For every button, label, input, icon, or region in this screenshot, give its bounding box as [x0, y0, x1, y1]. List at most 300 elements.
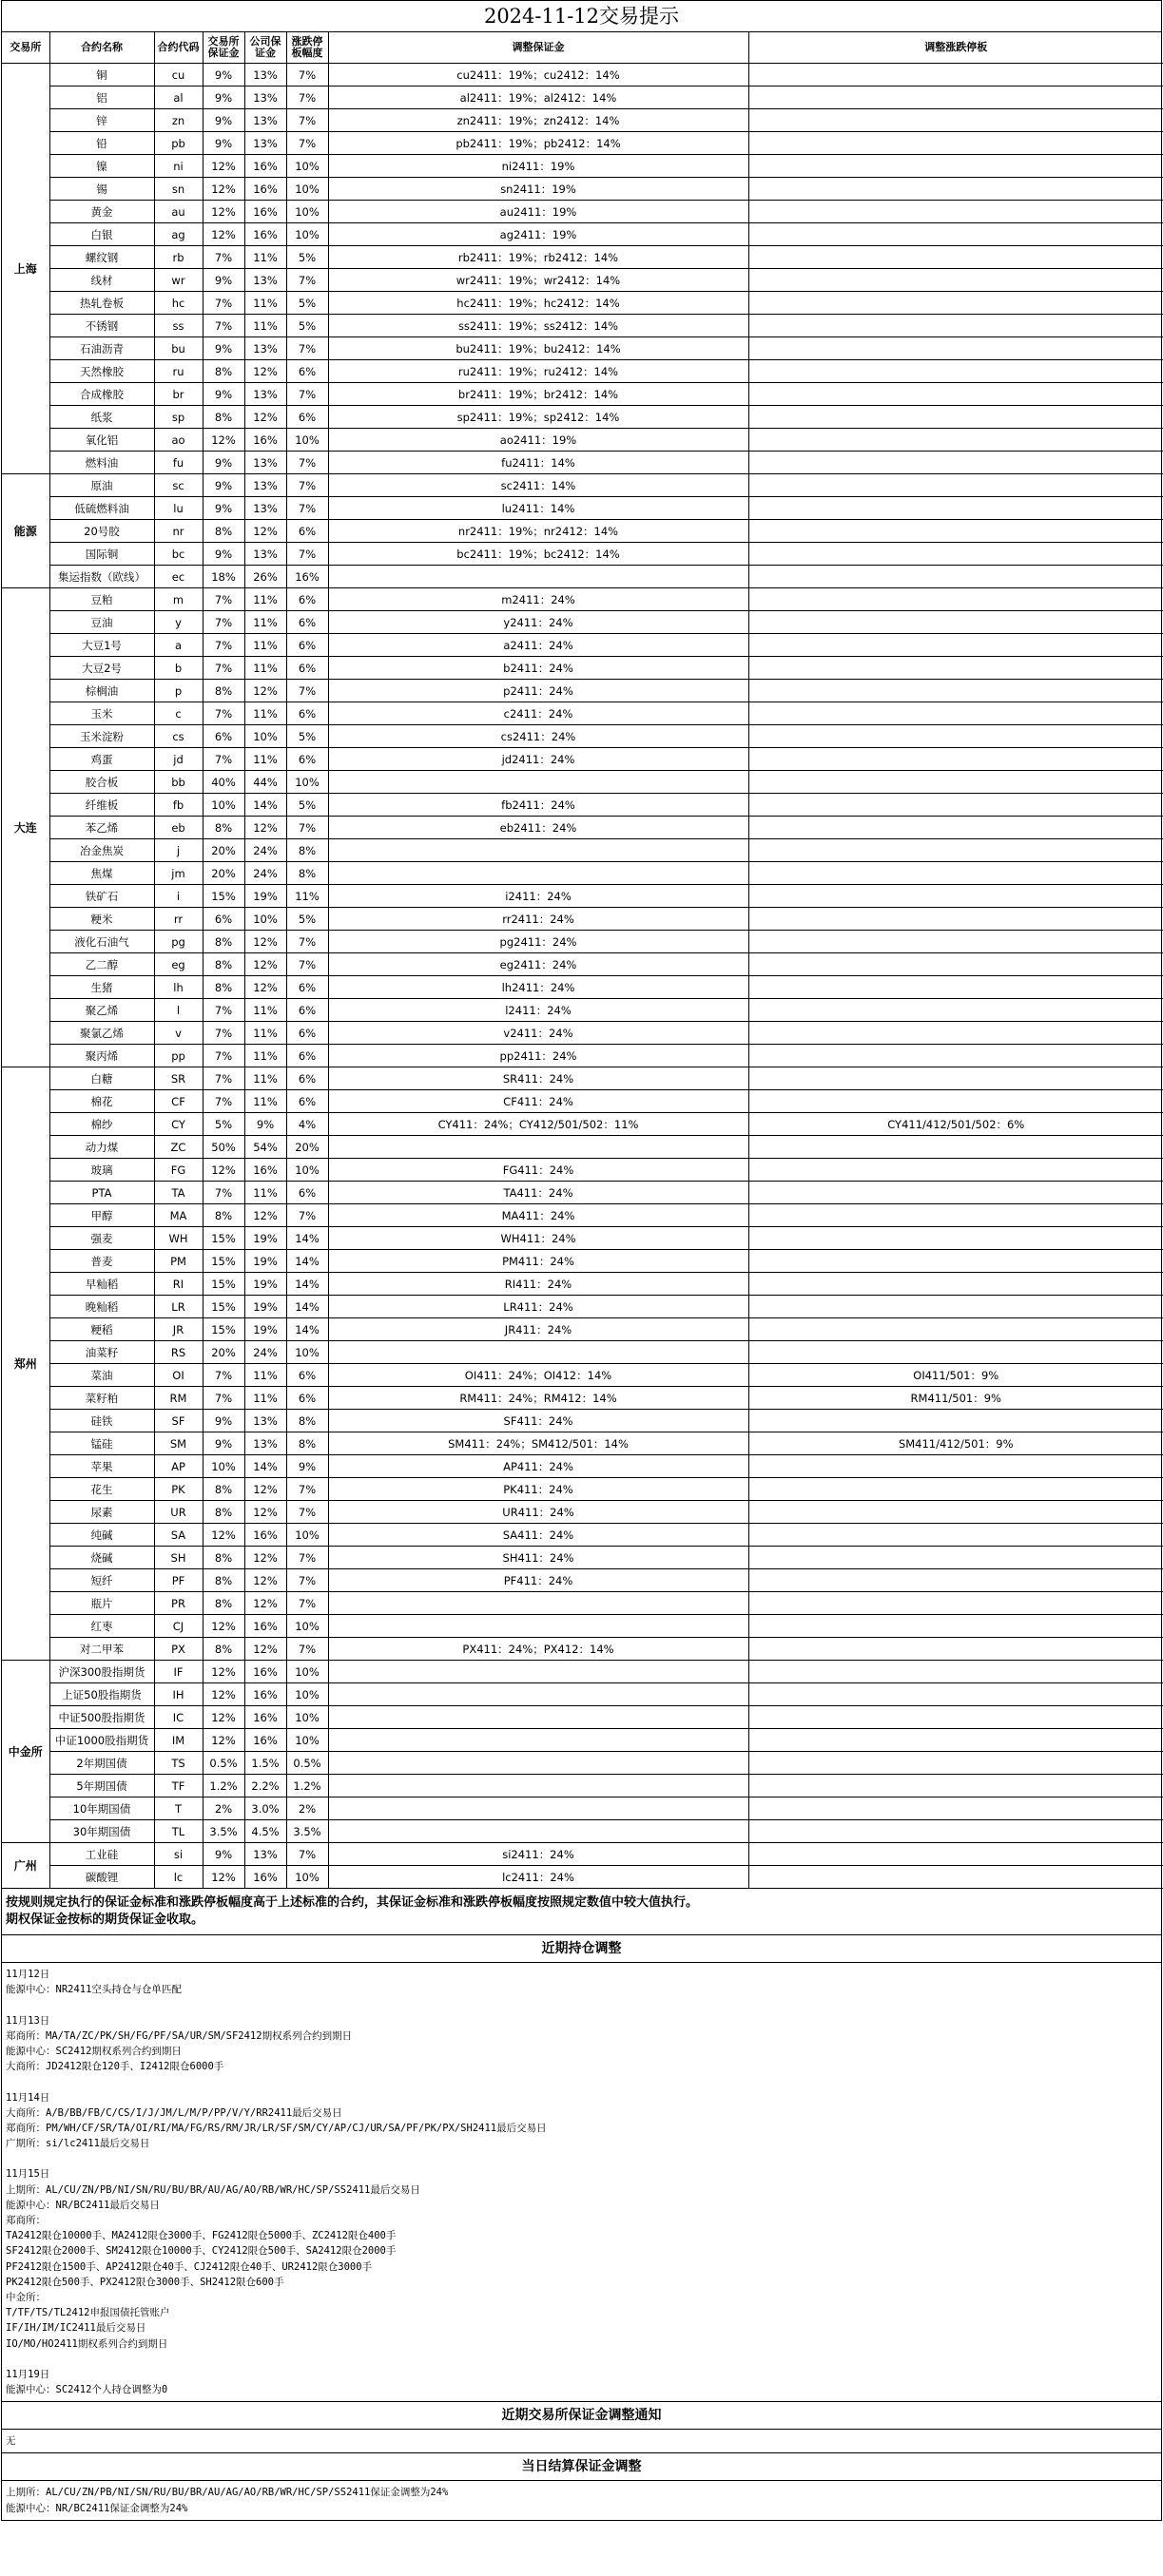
adjusted-limit-cell: [748, 383, 1163, 406]
adjusted-margin-cell: [328, 1775, 748, 1797]
contract-code-cell: IF: [154, 1661, 203, 1683]
exchange-margin-cell: 20%: [203, 839, 244, 862]
position-line: 郑商所：: [6, 2215, 46, 2226]
exchange-margin-cell: 9%: [203, 452, 244, 474]
adjusted-limit-cell: [748, 634, 1163, 657]
company-margin-cell: 12%: [244, 1547, 286, 1569]
limit-cell: 8%: [286, 1432, 328, 1455]
position-line: 能源中心：SC2412个人持仓调整为0: [6, 2384, 168, 2396]
contract-code-cell: lc: [154, 1866, 203, 1889]
contract-code-cell: T: [154, 1797, 203, 1820]
company-margin-cell: 11%: [244, 1387, 286, 1410]
adjusted-limit-cell: [748, 1843, 1163, 1866]
adjusted-limit-cell: [748, 1273, 1163, 1296]
position-line: T/TF/TS/TL2412申报国债托管账户: [6, 2307, 170, 2319]
adjusted-limit-cell: [748, 497, 1163, 520]
company-margin-cell: 13%: [244, 87, 286, 109]
exchange-margin-cell: 12%: [203, 1866, 244, 1889]
exchange-margin-cell: 8%: [203, 1592, 244, 1615]
company-margin-cell: 24%: [244, 839, 286, 862]
contract-code-cell: fb: [154, 794, 203, 817]
company-margin-cell: 24%: [244, 1341, 286, 1364]
table-row: [2, 1683, 1163, 1706]
limit-cell: 5%: [286, 908, 328, 931]
contract-name-cell: 上证50股指期货: [49, 1683, 154, 1706]
contract-code-cell: ZC: [154, 1136, 203, 1159]
table-row: [2, 1159, 1163, 1182]
position-line: 广期所：si/lc2411最后交易日: [6, 2138, 150, 2150]
table-row: [2, 132, 1163, 155]
position-line: [6, 1997, 1157, 2012]
contract-code-cell: SR: [154, 1067, 203, 1090]
company-margin-cell: 12%: [244, 931, 286, 953]
table-row: [2, 1775, 1163, 1797]
contract-code-cell: PM: [154, 1250, 203, 1273]
contract-name-cell: 玉米: [49, 702, 154, 725]
company-margin-cell: 12%: [244, 1478, 286, 1501]
company-margin-cell: 54%: [244, 1136, 286, 1159]
limit-cell: 7%: [286, 1547, 328, 1569]
table-row: [2, 109, 1163, 132]
adjusted-margin-cell: eb2411：24%: [328, 817, 748, 839]
exchange-margin-cell: 9%: [203, 109, 244, 132]
adjusted-limit-cell: [748, 1022, 1163, 1045]
adjusted-limit-cell: [748, 1136, 1163, 1159]
exchange-margin-cell: 12%: [203, 429, 244, 452]
page-title: 2024-11-12交易提示: [2, 1, 1161, 32]
company-margin-cell: 10%: [244, 908, 286, 931]
contract-name-cell: PTA: [49, 1182, 154, 1204]
header-cell: 涨跌停板幅度: [286, 32, 328, 64]
company-margin-cell: 16%: [244, 1661, 286, 1683]
contract-name-cell: 焦煤: [49, 862, 154, 885]
exchange-margin-cell: 15%: [203, 1318, 244, 1341]
table-row: [2, 1797, 1163, 1820]
adjusted-limit-cell: [748, 1661, 1163, 1683]
contract-code-cell: PK: [154, 1478, 203, 1501]
table-row: [2, 657, 1163, 680]
limit-cell: 6%: [286, 634, 328, 657]
contract-name-cell: 聚乙烯: [49, 999, 154, 1022]
position-line: 11月19日: [6, 2368, 50, 2380]
table-row: [2, 1592, 1163, 1615]
exchange-cell: 郑州: [2, 1067, 49, 1661]
table-row: [2, 383, 1163, 406]
contract-code-cell: jm: [154, 862, 203, 885]
adjusted-limit-cell: [748, 1729, 1163, 1752]
adjusted-limit-cell: [748, 520, 1163, 543]
limit-cell: 7%: [286, 452, 328, 474]
exchange-margin-cell: 9%: [203, 1410, 244, 1432]
limit-cell: 7%: [286, 817, 328, 839]
table-row: [2, 1820, 1163, 1843]
adjusted-limit-cell: [748, 1296, 1163, 1318]
adjusted-margin-cell: [328, 1706, 748, 1729]
table-row: [2, 406, 1163, 429]
contract-code-cell: p: [154, 680, 203, 702]
table-row: [2, 269, 1163, 292]
company-margin-cell: 13%: [244, 132, 286, 155]
limit-cell: 7%: [286, 474, 328, 497]
exchange-margin-cell: 20%: [203, 862, 244, 885]
company-margin-cell: 13%: [244, 1410, 286, 1432]
contract-code-cell: eb: [154, 817, 203, 839]
company-margin-cell: 13%: [244, 64, 286, 87]
adjusted-limit-cell: [748, 953, 1163, 976]
company-margin-cell: 16%: [244, 201, 286, 223]
limit-cell: 7%: [286, 1843, 328, 1866]
adjusted-margin-cell: [328, 1729, 748, 1752]
adjusted-limit-cell: [748, 360, 1163, 383]
adjusted-limit-cell: [748, 1592, 1163, 1615]
contract-name-cell: 粳米: [49, 908, 154, 931]
exchange-margin-cell: 8%: [203, 953, 244, 976]
contract-name-cell: 铅: [49, 132, 154, 155]
adjusted-limit-cell: [748, 1318, 1163, 1341]
table-row: [2, 976, 1163, 999]
table-row: [2, 1250, 1163, 1273]
adjusted-limit-cell: [748, 337, 1163, 360]
company-margin-cell: 19%: [244, 1273, 286, 1296]
adjusted-margin-cell: au2411：19%: [328, 201, 748, 223]
adjusted-limit-cell: [748, 748, 1163, 771]
company-margin-cell: 14%: [244, 1455, 286, 1478]
contract-code-cell: cu: [154, 64, 203, 87]
adjusted-limit-cell: [748, 680, 1163, 702]
limit-cell: 6%: [286, 588, 328, 611]
adjusted-margin-cell: LR411：24%: [328, 1296, 748, 1318]
exchange-margin-cell: 7%: [203, 246, 244, 269]
limit-cell: 11%: [286, 885, 328, 908]
adjusted-limit-cell: [748, 1638, 1163, 1661]
adjusted-limit-cell: [748, 725, 1163, 748]
adjusted-margin-cell: br2411：19%；br2412：14%: [328, 383, 748, 406]
contract-name-cell: 碳酸锂: [49, 1866, 154, 1889]
exchange-margin-cell: 9%: [203, 543, 244, 566]
contract-name-cell: 锡: [49, 178, 154, 201]
contract-code-cell: b: [154, 657, 203, 680]
exchange-margin-cell: 2%: [203, 1797, 244, 1820]
contract-code-cell: jd: [154, 748, 203, 771]
table-row: [2, 1455, 1163, 1478]
limit-cell: 3.5%: [286, 1820, 328, 1843]
position-line: IF/IH/IM/IC2411最后交易日: [6, 2322, 146, 2335]
contract-name-cell: 玉米淀粉: [49, 725, 154, 748]
rule-note: [2, 1889, 1161, 1935]
contract-code-cell: sc: [154, 474, 203, 497]
limit-cell: 10%: [286, 1524, 328, 1547]
adjusted-margin-cell: [328, 1592, 748, 1615]
limit-cell: 6%: [286, 702, 328, 725]
adjusted-limit-cell: [748, 1569, 1163, 1592]
limit-cell: 7%: [286, 269, 328, 292]
contract-code-cell: TF: [154, 1775, 203, 1797]
exchange-margin-cell: 12%: [203, 1683, 244, 1706]
contract-code-cell: eg: [154, 953, 203, 976]
contract-code-cell: hc: [154, 292, 203, 315]
limit-cell: 6%: [286, 360, 328, 383]
contract-name-cell: 纤维板: [49, 794, 154, 817]
company-margin-cell: 12%: [244, 1569, 286, 1592]
company-margin-cell: 12%: [244, 1638, 286, 1661]
table-row: [2, 588, 1163, 611]
contract-name-cell: 石油沥青: [49, 337, 154, 360]
contract-name-cell: 大豆2号: [49, 657, 154, 680]
table-row: [2, 1318, 1163, 1341]
table-row: [2, 497, 1163, 520]
adjusted-margin-cell: ni2411：19%: [328, 155, 748, 178]
adjusted-margin-cell: CY411：24%；CY412/501/502：11%: [328, 1113, 748, 1136]
table-row: [2, 1045, 1163, 1067]
adjusted-limit-cell: [748, 178, 1163, 201]
adjusted-limit-cell: [748, 1159, 1163, 1182]
limit-cell: 7%: [286, 497, 328, 520]
contract-name-cell: 铝: [49, 87, 154, 109]
contract-code-cell: SH: [154, 1547, 203, 1569]
limit-cell: 7%: [286, 1501, 328, 1524]
adjusted-margin-cell: l2411：24%: [328, 999, 748, 1022]
exchange-margin-cell: 50%: [203, 1136, 244, 1159]
position-section-body: [2, 1963, 1161, 2402]
adjusted-limit-cell: [748, 1820, 1163, 1843]
position-line: 郑商所：PM/WH/CF/SR/TA/OI/RI/MA/FG/RS/RM/JR/LR/SF/SM/CY/AP/CJ/UR/SA/PF/PK/PX/SH2411最后交易日: [6, 2122, 547, 2134]
company-margin-cell: 16%: [244, 429, 286, 452]
header-cell: 交易所: [2, 32, 49, 64]
company-margin-cell: 26%: [244, 566, 286, 588]
company-margin-cell: 11%: [244, 292, 286, 315]
company-margin-cell: 44%: [244, 771, 286, 794]
exchange-margin-cell: 9%: [203, 1843, 244, 1866]
company-margin-cell: 13%: [244, 269, 286, 292]
limit-cell: 10%: [286, 1706, 328, 1729]
table-row: [2, 725, 1163, 748]
contract-code-cell: PX: [154, 1638, 203, 1661]
table-row: [2, 1090, 1163, 1113]
adjusted-limit-cell: [748, 543, 1163, 566]
exchange-margin-cell: 8%: [203, 1501, 244, 1524]
margin-notice-body: [2, 2430, 1161, 2453]
contract-code-cell: RI: [154, 1273, 203, 1296]
exchange-margin-cell: 12%: [203, 223, 244, 246]
limit-cell: 5%: [286, 794, 328, 817]
table-row: [2, 246, 1163, 269]
company-margin-cell: 19%: [244, 1318, 286, 1341]
limit-cell: 10%: [286, 771, 328, 794]
adjusted-margin-cell: [328, 1797, 748, 1820]
contract-name-cell: 合成橡胶: [49, 383, 154, 406]
company-margin-cell: 12%: [244, 1592, 286, 1615]
position-line: SF2412限仓2000手、SM2412限仓10000手、CY2412限仓500手、SA2412限仓2000手: [6, 2245, 397, 2258]
table-row: [2, 1866, 1163, 1889]
contract-code-cell: CF: [154, 1090, 203, 1113]
adjusted-margin-cell: [328, 1752, 748, 1775]
company-margin-cell: 2.2%: [244, 1775, 286, 1797]
adjusted-margin-cell: OI411：24%；OI412：14%: [328, 1364, 748, 1387]
contract-name-cell: 尿素: [49, 1501, 154, 1524]
exchange-margin-cell: 7%: [203, 292, 244, 315]
table-row: [2, 611, 1163, 634]
contract-code-cell: au: [154, 201, 203, 223]
adjusted-margin-cell: cs2411：24%: [328, 725, 748, 748]
limit-cell: 16%: [286, 566, 328, 588]
exchange-margin-cell: 10%: [203, 794, 244, 817]
table-row: [2, 1615, 1163, 1638]
adjusted-margin-cell: sn2411：19%: [328, 178, 748, 201]
limit-cell: 9%: [286, 1455, 328, 1478]
limit-cell: 10%: [286, 1683, 328, 1706]
contract-name-cell: 镍: [49, 155, 154, 178]
position-line: PF2412限仓1500手、AP2412限仓40手、CJ2412限仓40手、UR2412限仓3000手: [6, 2260, 373, 2273]
adjusted-margin-cell: eg2411：24%: [328, 953, 748, 976]
adjusted-margin-cell: [328, 1683, 748, 1706]
limit-cell: 6%: [286, 1090, 328, 1113]
exchange-margin-cell: 12%: [203, 1524, 244, 1547]
contract-name-cell: 白银: [49, 223, 154, 246]
exchange-margin-cell: 15%: [203, 1273, 244, 1296]
adjusted-margin-cell: [328, 566, 748, 588]
adjusted-limit-cell: [748, 657, 1163, 680]
contract-name-cell: 低硫燃料油: [49, 497, 154, 520]
adjusted-margin-cell: PX411：24%；PX412：14%: [328, 1638, 748, 1661]
contract-code-cell: pb: [154, 132, 203, 155]
exchange-margin-cell: 8%: [203, 1638, 244, 1661]
limit-cell: 6%: [286, 999, 328, 1022]
limit-cell: 6%: [286, 1182, 328, 1204]
limit-cell: 7%: [286, 87, 328, 109]
position-line: 11月14日: [6, 2091, 50, 2104]
adjusted-margin-cell: sp2411：19%；sp2412：14%: [328, 406, 748, 429]
adjusted-margin-cell: [328, 1661, 748, 1683]
adjusted-margin-cell: ag2411：19%: [328, 223, 748, 246]
adjusted-limit-cell: [748, 1182, 1163, 1204]
contract-name-cell: 粳稻: [49, 1318, 154, 1341]
contract-code-cell: SA: [154, 1524, 203, 1547]
adjusted-limit-cell: [748, 1866, 1163, 1889]
limit-cell: 7%: [286, 1638, 328, 1661]
contract-name-cell: 黄金: [49, 201, 154, 223]
contract-code-cell: PR: [154, 1592, 203, 1615]
limit-cell: 10%: [286, 178, 328, 201]
limit-cell: 8%: [286, 862, 328, 885]
table-row: [2, 566, 1163, 588]
adjusted-limit-cell: [748, 1204, 1163, 1227]
contract-code-cell: lh: [154, 976, 203, 999]
adjusted-margin-cell: RM411：24%；RM412：14%: [328, 1387, 748, 1410]
table-row: [2, 1364, 1163, 1387]
table-row: [2, 292, 1163, 315]
adjusted-margin-cell: lu2411：14%: [328, 497, 748, 520]
contract-name-cell: 普麦: [49, 1250, 154, 1273]
adjusted-limit-cell: [748, 1547, 1163, 1569]
contract-name-cell: 氧化铝: [49, 429, 154, 452]
adjusted-margin-cell: [328, 1136, 748, 1159]
table-row: [2, 520, 1163, 543]
exchange-margin-cell: 8%: [203, 1204, 244, 1227]
adjusted-limit-cell: [748, 1067, 1163, 1090]
limit-cell: 6%: [286, 1022, 328, 1045]
limit-cell: 10%: [286, 1159, 328, 1182]
contract-code-cell: wr: [154, 269, 203, 292]
limit-cell: 7%: [286, 1592, 328, 1615]
table-row: [2, 474, 1163, 497]
contract-name-cell: 20号胶: [49, 520, 154, 543]
contract-name-cell: 10年期国债: [49, 1797, 154, 1820]
limit-cell: 4%: [286, 1113, 328, 1136]
adjusted-limit-cell: [748, 269, 1163, 292]
adjusted-limit-cell: [748, 976, 1163, 999]
exchange-cell: 上海: [2, 64, 49, 474]
contract-name-cell: 生猪: [49, 976, 154, 999]
exchange-margin-cell: 9%: [203, 474, 244, 497]
contract-name-cell: 棉纱: [49, 1113, 154, 1136]
adjusted-margin-cell: cu2411：19%；cu2412：14%: [328, 64, 748, 87]
exchange-margin-cell: 7%: [203, 702, 244, 725]
contract-code-cell: SF: [154, 1410, 203, 1432]
contract-code-cell: TL: [154, 1820, 203, 1843]
contract-name-cell: 冶金焦炭: [49, 839, 154, 862]
adjusted-limit-cell: [748, 1455, 1163, 1478]
company-margin-cell: 11%: [244, 1090, 286, 1113]
contract-name-cell: 鸡蛋: [49, 748, 154, 771]
adjusted-margin-cell: lc2411：24%: [328, 1866, 748, 1889]
company-margin-cell: 12%: [244, 406, 286, 429]
contract-code-cell: SM: [154, 1432, 203, 1455]
contract-name-cell: 热轧卷板: [49, 292, 154, 315]
contract-code-cell: lu: [154, 497, 203, 520]
adjusted-limit-cell: [748, 1478, 1163, 1501]
exchange-margin-cell: 15%: [203, 1227, 244, 1250]
company-margin-cell: 13%: [244, 109, 286, 132]
table-row: [2, 1273, 1163, 1296]
contract-name-cell: 对二甲苯: [49, 1638, 154, 1661]
table-row: [2, 1547, 1163, 1569]
adjusted-margin-cell: ao2411：19%: [328, 429, 748, 452]
adjusted-margin-cell: ss2411：19%；ss2412：14%: [328, 315, 748, 337]
company-margin-cell: 11%: [244, 1067, 286, 1090]
table-row: [2, 1661, 1163, 1683]
contract-name-cell: 早籼稻: [49, 1273, 154, 1296]
company-margin-cell: 16%: [244, 1729, 286, 1752]
contract-name-cell: 强麦: [49, 1227, 154, 1250]
table-row: [2, 817, 1163, 839]
contract-code-cell: LR: [154, 1296, 203, 1318]
company-margin-cell: 24%: [244, 862, 286, 885]
table-row: [2, 1501, 1163, 1524]
adjusted-margin-cell: WH411：24%: [328, 1227, 748, 1250]
contract-code-cell: bc: [154, 543, 203, 566]
contract-code-cell: ec: [154, 566, 203, 588]
contract-name-cell: 线材: [49, 269, 154, 292]
exchange-margin-cell: 9%: [203, 337, 244, 360]
limit-cell: 7%: [286, 680, 328, 702]
adjusted-margin-cell: sc2411：14%: [328, 474, 748, 497]
adjusted-limit-cell: [748, 862, 1163, 885]
exchange-margin-cell: 9%: [203, 383, 244, 406]
company-margin-cell: 16%: [244, 178, 286, 201]
adjusted-limit-cell: [748, 999, 1163, 1022]
exchange-margin-cell: 3.5%: [203, 1820, 244, 1843]
limit-cell: 8%: [286, 1410, 328, 1432]
exchange-margin-cell: 7%: [203, 657, 244, 680]
contract-code-cell: ag: [154, 223, 203, 246]
contract-name-cell: 动力煤: [49, 1136, 154, 1159]
limit-cell: 20%: [286, 1136, 328, 1159]
adjusted-limit-cell: [748, 1797, 1163, 1820]
position-line: 11月13日: [6, 2014, 50, 2027]
company-margin-cell: 11%: [244, 1182, 286, 1204]
table-row: [2, 337, 1163, 360]
contract-name-cell: 大豆1号: [49, 634, 154, 657]
